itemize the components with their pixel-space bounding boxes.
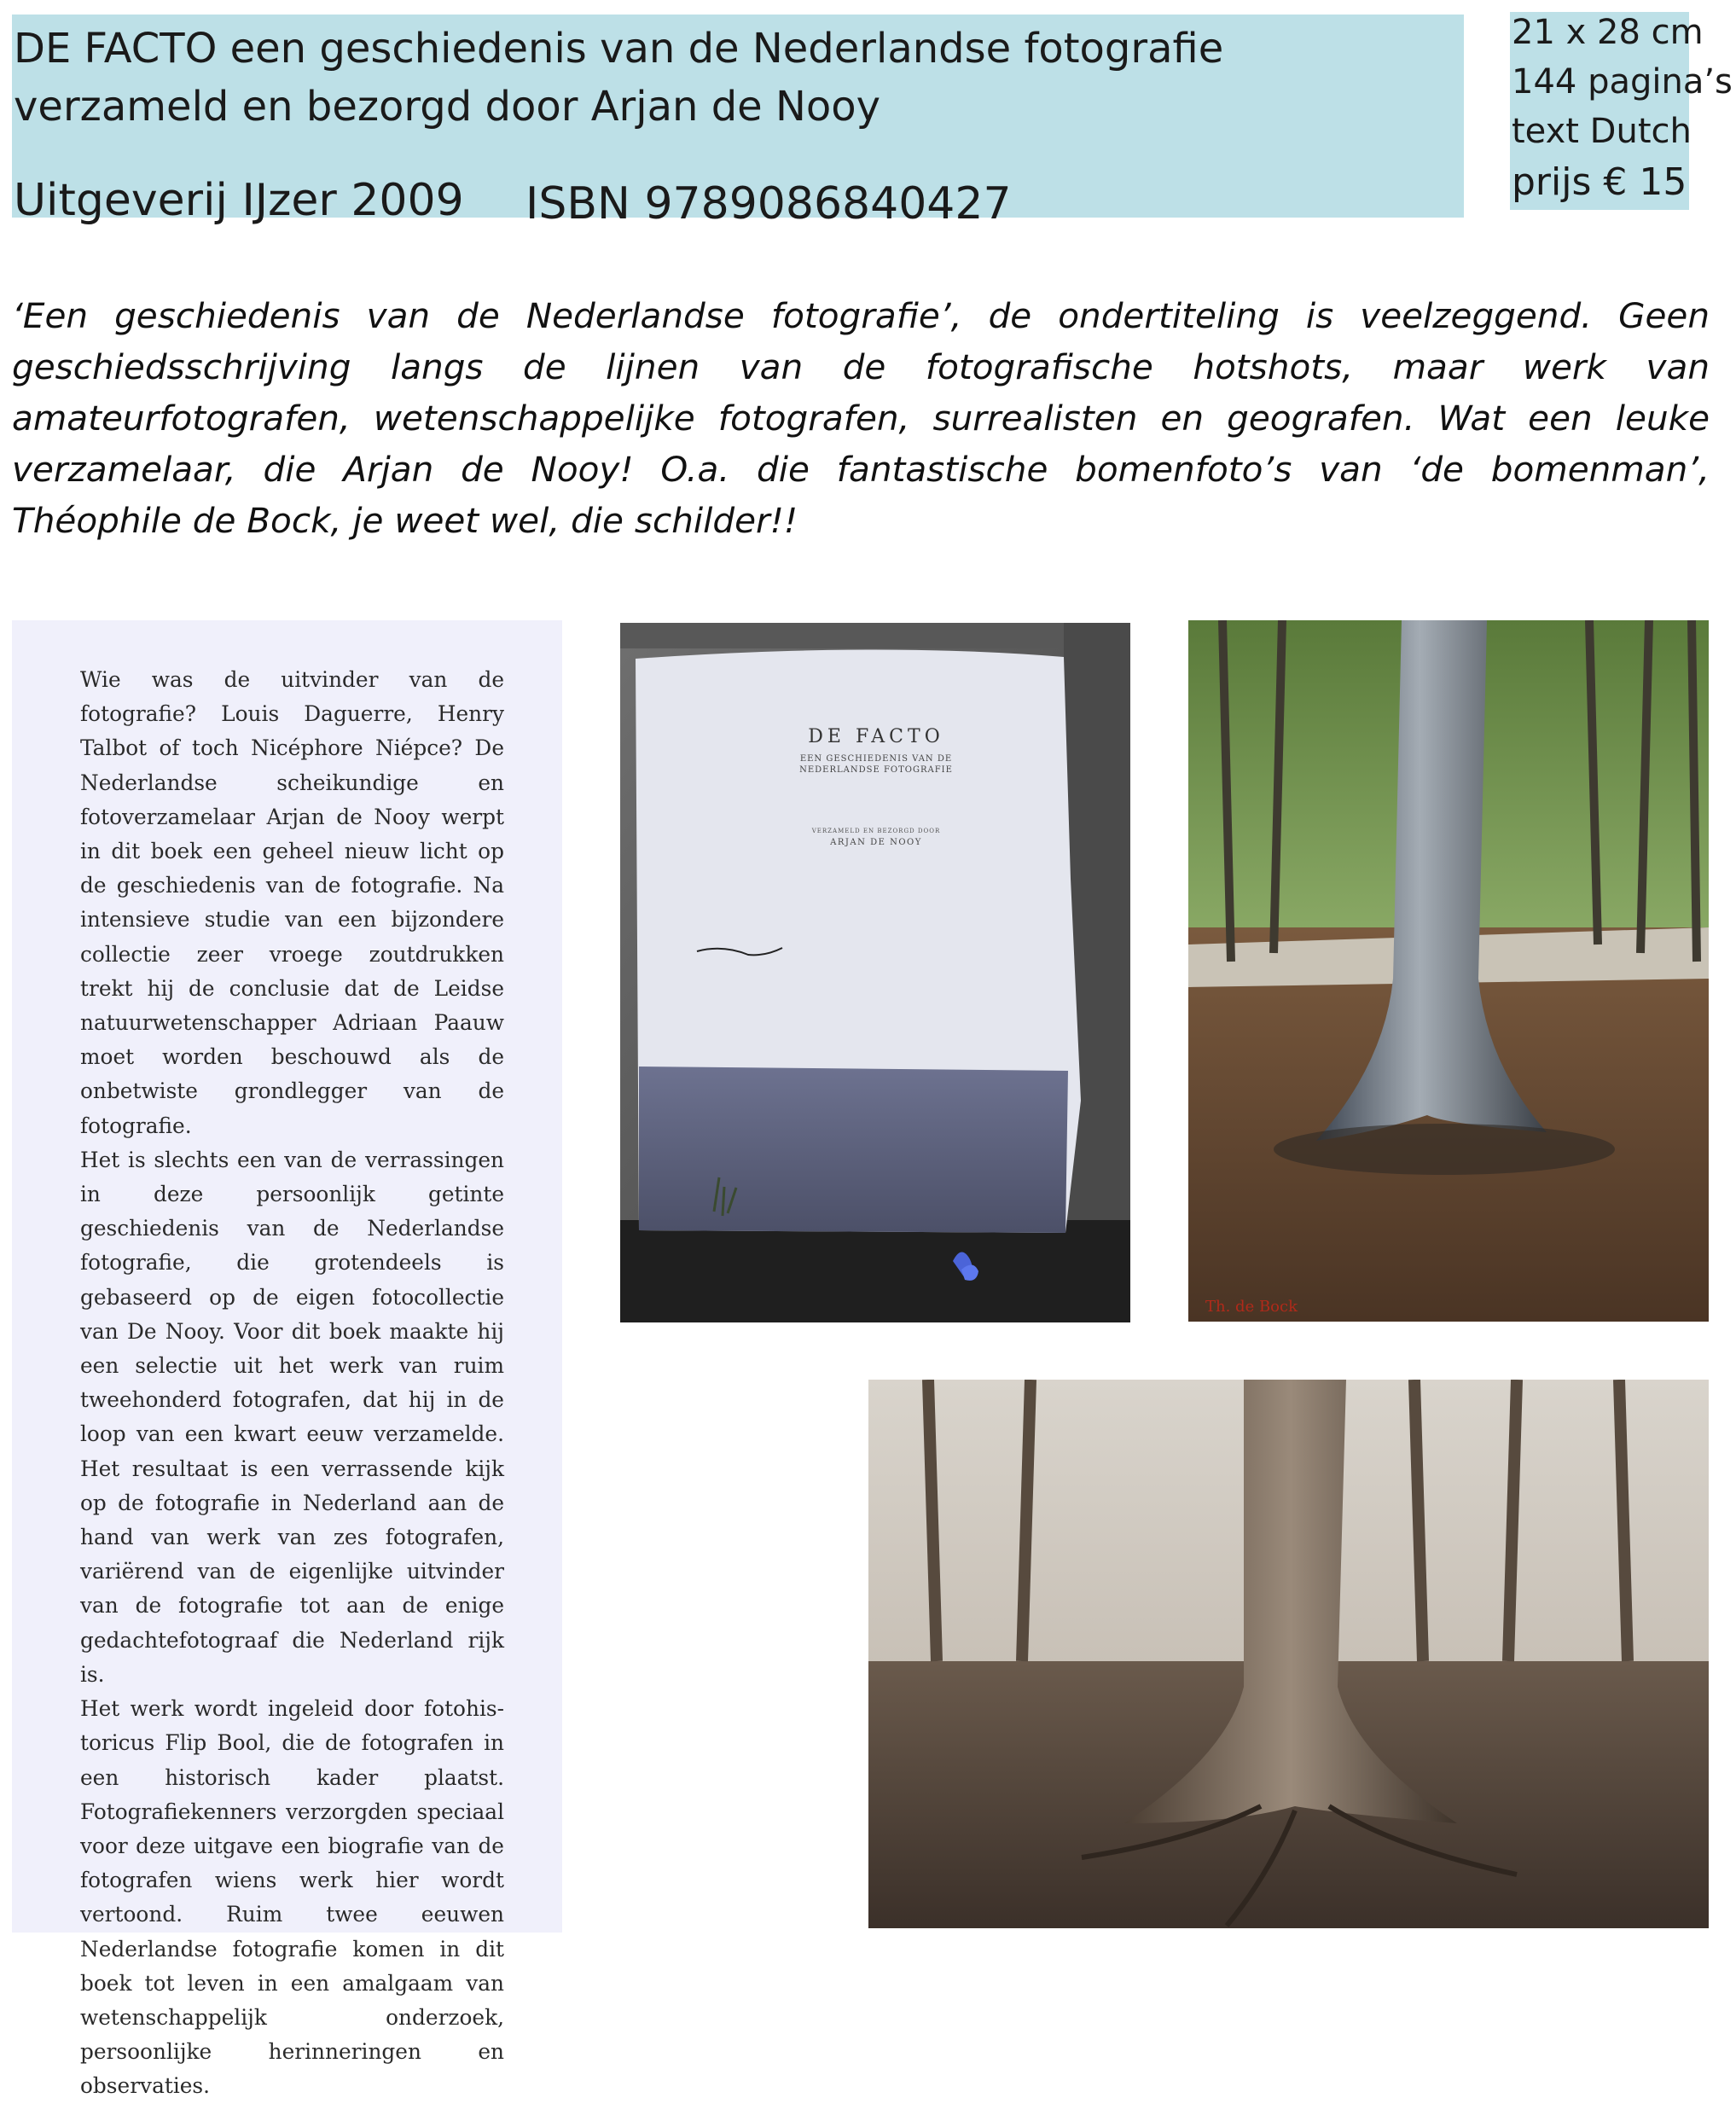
spec-banner (1510, 12, 1733, 210)
intro-text: ‘Een geschiedenis van de Nederlandse fotografie’, de ondertiteling is veelzeggend. Geen geschiedsschrijving langs de lijnen van de fotografische hotshots, maar werk van amateurfotografen, wetenschappelijke fotografen, surrealisten en geografen. Wat een leuke verzamelaar, die Arjan de Nooy! O.a. die fantastische bomenfoto’s van ‘de bomenman’, Théophile de Bock, je weet wel, die schilder!! (12, 295, 1710, 541)
tree-photograph (868, 1380, 1709, 1928)
price: prijs € 15 (1512, 160, 1687, 204)
excerpt-text (80, 663, 504, 2104)
book-cover-image (620, 623, 1130, 1322)
cover-subtitle-1: EEN GESCHIEDENIS VAN DE (799, 754, 953, 764)
tree-photograph-image (868, 1380, 1709, 1928)
cover-author: ARJAN DE NOOY (830, 838, 922, 847)
title-banner (12, 15, 1464, 230)
cover-byline: VERZAMELD EN BEZORGD DOOR (811, 828, 941, 834)
book-title: DE FACTO een geschiedenis van de Nederlandse fotografie (14, 25, 1224, 73)
language: text Dutch (1512, 112, 1692, 151)
tree-painting-image (1188, 620, 1709, 1322)
back-cover-excerpt (12, 620, 562, 2099)
publisher: Uitgeverij IJzer 2009 (14, 175, 464, 226)
book-size: 21 x 28 cm (1512, 13, 1704, 52)
isbn: ISBN 9789086840427 (525, 178, 1012, 230)
cover-subtitle-2: NEDERLANDSE FOTOGRAFIE (799, 765, 953, 775)
painting-signature: Th. de Bock (1205, 1298, 1298, 1316)
excerpt-paragraph: Het is slechts een van de verrassingen in deze persoonlijk getinte geschiedenis van de Nederlandse fotografie, die grotendeels is gebaseerd op de eigen fotocollectie van De Nooy. Voor dit boek maakte hij een selectie uit het werk van ruim tweehonderd fotografen, dat hij in de loop van een kwart eeuw verzamelde. Het resultaat is een verrassende kijk op de fotografie in Nederland aan de hand van werk van zes fotografen, variërend van de eigenlijke uitvinder van de fotografie tot aan de enige gedachtefotograaf die Nederland rijk is. (80, 1147, 504, 1687)
tree-painting (1188, 620, 1709, 1322)
page-count: 144 pagina’s (1512, 62, 1733, 102)
book-cover-photo (620, 623, 1130, 1322)
cover-title: DE FACTO (808, 726, 944, 747)
excerpt-paragraph: Het werk wordt ingeleid door fotohistoricus Flip Bool, die de fotografen in een historisch kader plaatst. Fotografiekenners verzorgden speciaal voor deze uitgave een biografie van de fotografen wiens werk hier wordt vertoond. Ruim twee eeuwen Nederlandse fotografie komen in dit boek tot leven in een amalgaam van wetenschappelijk onderzoek, persoonlijke herinneringen en observaties. (80, 1696, 504, 2099)
excerpt-paragraph: Wie was de uitvinder van de fotografie? Louis Daguerre, Henry Talbot of toch Nicéphore Niépce? De Nederlandse scheikundige en fotoverzamelaar Arjan de Nooy werpt in dit boek een geheel nieuw licht op de geschiedenis van de fotografie. Na intensieve studie van een bijzondere collectie zeer vroege zoutdrukken trekt hij de conclusie dat de Leidse natuurwetenschapper Adriaan Paauw moet worden beschouwd als de onbetwiste grondlegger van de fotografie. (80, 667, 504, 1138)
book-subtitle: verzameld en bezorgd door Arjan de Nooy (14, 83, 880, 131)
